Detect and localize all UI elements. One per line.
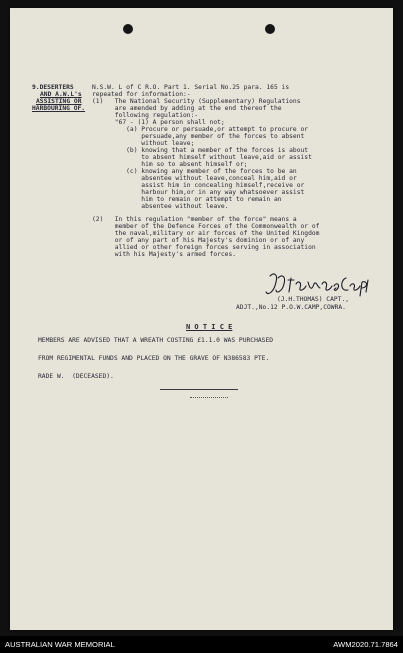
- para2-line: (2) In this regulation "member of the force" means a: [92, 216, 297, 223]
- para1-line: "67 - (1) A person shall not;: [92, 119, 225, 126]
- notice-line: MEMBERS ARE ADVISED THAT A WREATH COSTING £1.1.0 WAS PURCHASED: [38, 337, 274, 344]
- para1-line: persuade,any member of the forces to absent: [92, 133, 305, 140]
- para1-line: N.S.W. L of C R.O. Part 1. Serial No.25 para. 165 is: [92, 84, 290, 91]
- punch-hole-right: [265, 24, 275, 34]
- para1-line: absentee without leave,conceal him,aid or: [92, 175, 297, 182]
- section-heading-line: 9.DESERTERS: [32, 84, 74, 91]
- para1-line: repeated for information:-: [92, 91, 191, 98]
- signature-name: (J.H.THOMAS) CAPT.,: [277, 296, 350, 303]
- para2-line: or of any part of his Majesty's dominion or of any: [92, 237, 305, 244]
- para1-line: to absent himself without leave,aid or assist: [92, 154, 312, 161]
- signature-title: ADJT.,No.12 P.O.W.CAMP,COWRA.: [236, 304, 346, 311]
- notice-heading: N O T I C E: [186, 323, 233, 331]
- section-divider: [160, 389, 238, 390]
- dotted-divider: [190, 397, 228, 398]
- para1-line: (1) The National Security (Supplementary) Regulations: [92, 98, 301, 105]
- para2-line: member of the Defence Forces of the Commonwealth or of: [92, 223, 320, 230]
- section-heading-line: ASSISTING OR: [36, 98, 82, 105]
- archive-footer: [0, 636, 403, 653]
- para1-line: assist him in concealing himself,receive or: [92, 182, 305, 189]
- para1-line: harbour him,or in any way whatsoever assist: [92, 189, 305, 196]
- notice-line: FROM REGIMENTAL FUNDS AND PLACED ON THE GRAVE OF N386583 PTE.: [38, 355, 270, 362]
- para1-line: absentee without leave.: [92, 203, 229, 210]
- para2-line: the naval,military or air forces of the United Kingdom: [92, 230, 320, 237]
- para1-line: without leave;: [92, 140, 195, 147]
- para1-line: (c) knowing any member of the forces to be an: [92, 168, 297, 175]
- para1-line: (a) Procure or persuade,or attempt to procure or: [92, 126, 309, 133]
- para1-line: following regulation:-: [92, 112, 199, 119]
- section-heading-line: HARBOURING OF.: [32, 105, 86, 112]
- para1-line: him to remain or attempt to remain an: [92, 196, 282, 203]
- para1-line: (b) knowing that a member of the forces is about: [92, 147, 309, 154]
- document-page: [10, 8, 393, 630]
- para1-line: him so to absent himself or;: [92, 161, 248, 168]
- notice-line: RADE W. (DECEASED).: [38, 373, 114, 380]
- para2-line: allied or other foreign forces serving in association: [92, 244, 316, 251]
- archive-name: AUSTRALIAN WAR MEMORIAL: [5, 640, 115, 649]
- punch-hole-left: [123, 24, 133, 34]
- para1-line: are amended by adding at the end thereof the: [92, 105, 282, 112]
- archive-reference: AWM2020.71.7864: [333, 640, 398, 649]
- section-heading-line: AND A.W.L's: [40, 91, 82, 98]
- para2-line: with his Majesty's armed forces.: [92, 251, 237, 258]
